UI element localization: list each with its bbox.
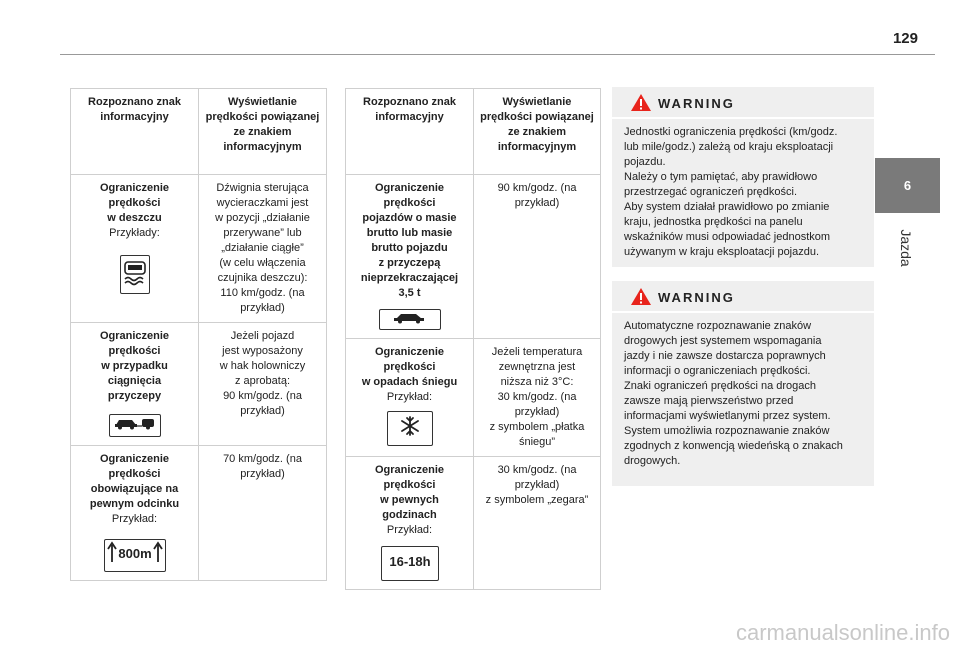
chapter-tab-number: 6 bbox=[903, 178, 912, 193]
table-row bbox=[71, 323, 327, 446]
sign-table-left bbox=[70, 88, 327, 581]
row-title: Ograniczenie prędkości w pewnych godzinach bbox=[374, 464, 445, 521]
row-speed-text: 30 km/godz. (na przykład) z symbolem „zegara” bbox=[485, 464, 589, 506]
header-rule bbox=[60, 54, 935, 55]
time-period-sign-icon bbox=[381, 546, 439, 581]
row-title: Ograniczenie prędkości w opadach śniegu bbox=[361, 346, 458, 388]
table-row bbox=[346, 175, 601, 339]
warning-title: WARNING bbox=[658, 96, 735, 111]
warning-text: Jednostki ograniczenia prędkości (km/godz. lub mile/godz.) zależą od kraju eksploatacji pojazdu. Należy o tym pamiętać, aby prawidłowo przestrzegać ograniczeń prędkości. Aby system działał prawidłowo po zmianie kraju, jednostka prędkości na panelu wskaźników musi odpowiadać jednostkom używanym w kraju eksploatacji pojazdu. bbox=[624, 126, 838, 258]
row-subtitle: Przykłady: bbox=[109, 227, 160, 239]
chapter-tab[interactable] bbox=[875, 158, 940, 213]
table-row bbox=[71, 446, 327, 581]
warning-title: WARNING bbox=[658, 290, 735, 305]
table-row bbox=[346, 457, 601, 590]
table-row bbox=[346, 339, 601, 457]
watermark: carmanualsonline.info bbox=[735, 620, 950, 645]
header-recognised-sign: Rozpoznano znak informacyjny bbox=[71, 89, 199, 175]
warning-triangle-icon bbox=[630, 93, 652, 117]
table-row bbox=[71, 175, 327, 323]
warning-box-units bbox=[612, 87, 874, 267]
header-recognised-sign: Rozpoznano znak informacyjny bbox=[346, 89, 474, 175]
chapter-label: Jazda bbox=[898, 229, 914, 267]
header-displayed-speed: Wyświetlanie prędkości powiązanej ze znakiem informacyjnym bbox=[199, 89, 327, 175]
row-speed-text: 90 km/godz. (na przykład) bbox=[497, 182, 577, 209]
row-speed-text: Dźwignia sterująca wycieraczkami jest w pozycji „działanie przerywane” lub „działanie ciągłe” (w celu włączenia czujnika deszczu): 110 km/godz. (na przykład) bbox=[215, 182, 310, 314]
row-speed-text: 70 km/godz. (na przykład) bbox=[223, 453, 302, 480]
header-displayed-speed: Wyświetlanie prędkości powiązanej ze znakiem informacyjnym bbox=[474, 89, 601, 175]
warning-box-recognition bbox=[612, 281, 874, 486]
distance-sign-icon bbox=[104, 539, 166, 572]
car-sign-icon bbox=[379, 309, 441, 330]
svg-text:16-18h: 16-18h bbox=[388, 554, 431, 569]
row-title: Ograniczenie prędkości w deszczu bbox=[99, 182, 170, 224]
row-speed-text: Jeżeli temperatura zewnętrzna jest niższa niż 3°C: 30 km/godz. (na przykład) z symbolem „płatka śniegu” bbox=[489, 346, 585, 448]
snowflake-sign-icon bbox=[387, 411, 433, 446]
car-trailer-sign-icon bbox=[109, 414, 161, 437]
row-title: Ograniczenie prędkości w przypadku ciągnięcia przyczepy bbox=[99, 330, 170, 402]
row-title: Ograniczenie prędkości pojazdów o masie brutto lub masie brutto pojazdu z przyczepą nieprzekraczającej 3,5 t bbox=[360, 182, 459, 299]
svg-text:800m: 800m bbox=[117, 546, 152, 561]
row-subtitle: Przykład: bbox=[386, 391, 433, 403]
row-subtitle: Przykład: bbox=[386, 524, 433, 536]
rain-car-sign-icon bbox=[120, 255, 150, 294]
row-subtitle: Przykład: bbox=[111, 513, 158, 525]
warning-text: Automatyczne rozpoznawanie znaków drogowych jest systemem wspomagania jazdy i nie zawsze dostarcza poprawnych informacji o ograniczeniach prędkości. Znaki ograniczeń prędkości na drogach zawsze mają pierwszeństwo przed informacjami wyświetlanymi przez system. System umożliwia rozpoznawanie znaków zgodnych z konwencją wiedeńską o znakach drogowych. bbox=[624, 320, 843, 467]
page-number: 129 bbox=[892, 30, 918, 47]
row-speed-text: Jeżeli pojazd jest wyposażony w hak holowniczy z aprobatą: 90 km/godz. (na przykład) bbox=[219, 330, 306, 417]
sign-table-middle bbox=[345, 88, 601, 590]
warning-triangle-icon bbox=[630, 287, 652, 311]
row-title: Ograniczenie prędkości obowiązujące na pewnym odcinku bbox=[89, 453, 180, 510]
